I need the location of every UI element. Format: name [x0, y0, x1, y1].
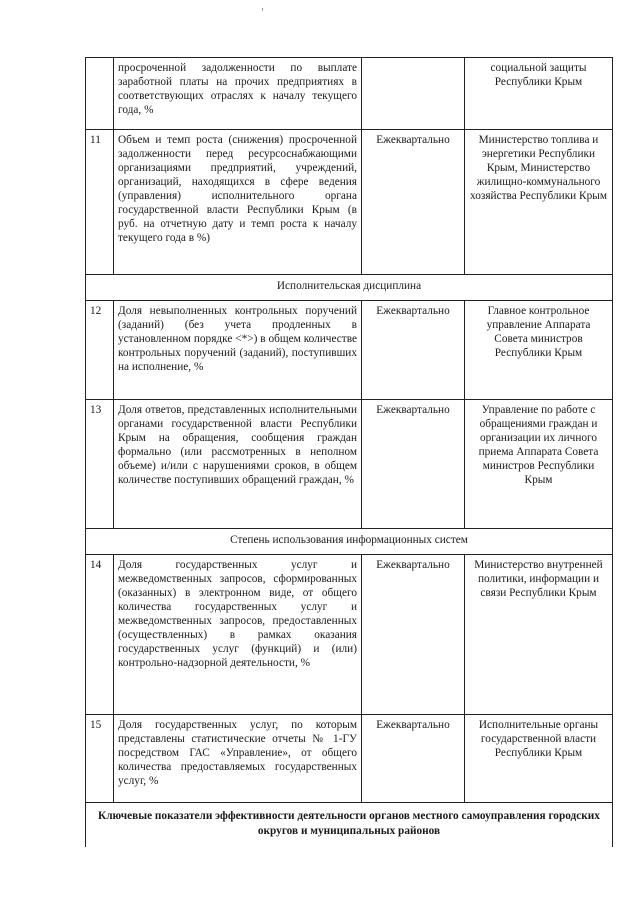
indicator-text: Объем и темп роста (снижения) просроченной задолженности перед ресурсоснабжающими организациями предприятий, учреждений, организаций, находящихся в сфере ведения (управления) исполнительного органа государственной власти Республики Крым (в руб. на отчетную дату и темп роста к началу текущего года в %) — [114, 130, 362, 275]
table-row — [86, 715, 613, 803]
row-number: 13 — [86, 400, 114, 529]
scan-dot — [262, 8, 263, 11]
responsible-org: Главное контрольное управление Аппарата Совета министров Республики Крым — [465, 301, 613, 400]
section-heading: Степень использования информационных систем — [86, 529, 613, 555]
row-number: 15 — [86, 715, 114, 803]
frequency: Ежеквартально — [362, 715, 465, 803]
indicator-text: Доля государственных услуг, по которым представлены статистические отчеты № 1-ГУ посредством ГАС «Управление», от общего количества предоставляемых государственных услуг, % — [114, 715, 362, 803]
frequency: Ежеквартально — [362, 301, 465, 400]
table-row — [86, 301, 613, 400]
final-section-heading: Ключевые показатели эффективности деятельности органов местного самоуправления городских округов и муниципальных районов — [86, 803, 613, 848]
indicators-table — [85, 57, 613, 847]
frequency: Ежеквартально — [362, 555, 465, 715]
row-number: 14 — [86, 555, 114, 715]
responsible-org: Министерство топлива и энергетики Республики Крым, Министерство жилищно-коммунального хозяйства Республики Крым — [465, 130, 613, 275]
frequency — [362, 58, 465, 130]
table-row — [86, 58, 613, 130]
row-number: 12 — [86, 301, 114, 400]
section-row — [86, 275, 613, 301]
responsible-org: Исполнительные органы государственной власти Республики Крым — [465, 715, 613, 803]
section-row — [86, 803, 613, 848]
frequency: Ежеквартально — [362, 130, 465, 275]
section-row — [86, 529, 613, 555]
row-number: 11 — [86, 130, 114, 275]
indicator-text: просроченной задолженности по выплате заработной платы на прочих предприятиях в соответствующих отраслях к началу текущего года, % — [114, 58, 362, 130]
responsible-org: Управление по работе с обращениями граждан и организации их личного приема Аппарата Совета министров Республики Крым — [465, 400, 613, 529]
table-row — [86, 400, 613, 529]
responsible-org: Министерство внутренней политики, информации и связи Республики Крым — [465, 555, 613, 715]
table-row — [86, 555, 613, 715]
indicator-text: Доля невыполненных контрольных поручений (заданий) (без учета продленных в установленном порядке <*>) в общем количестве контрольных поручений (заданий), поступивших на исполнение, % — [114, 301, 362, 400]
responsible-org: социальной защиты Республики Крым — [465, 58, 613, 130]
indicator-text: Доля ответов, представленных исполнительными органами государственной власти Республики Крым на обращения, сообщения граждан формально (или рассмотренных в неполном объеме) и/или с нарушениями сроков, в общем количестве поступивших обращений граждан, % — [114, 400, 362, 529]
table-row — [86, 130, 613, 275]
section-heading: Исполнительская дисциплина — [86, 275, 613, 301]
row-number — [86, 58, 114, 130]
frequency: Ежеквартально — [362, 400, 465, 529]
indicator-text: Доля государственных услуг и межведомственных запросов, сформированных (оказанных) в электронном виде, от общего количества государственных услуг и межведомственных запросов, предоставленных (осуществленных) в рамках оказания государственных услуг (функций) и (или) контрольно-надзорной деятельности, % — [114, 555, 362, 715]
